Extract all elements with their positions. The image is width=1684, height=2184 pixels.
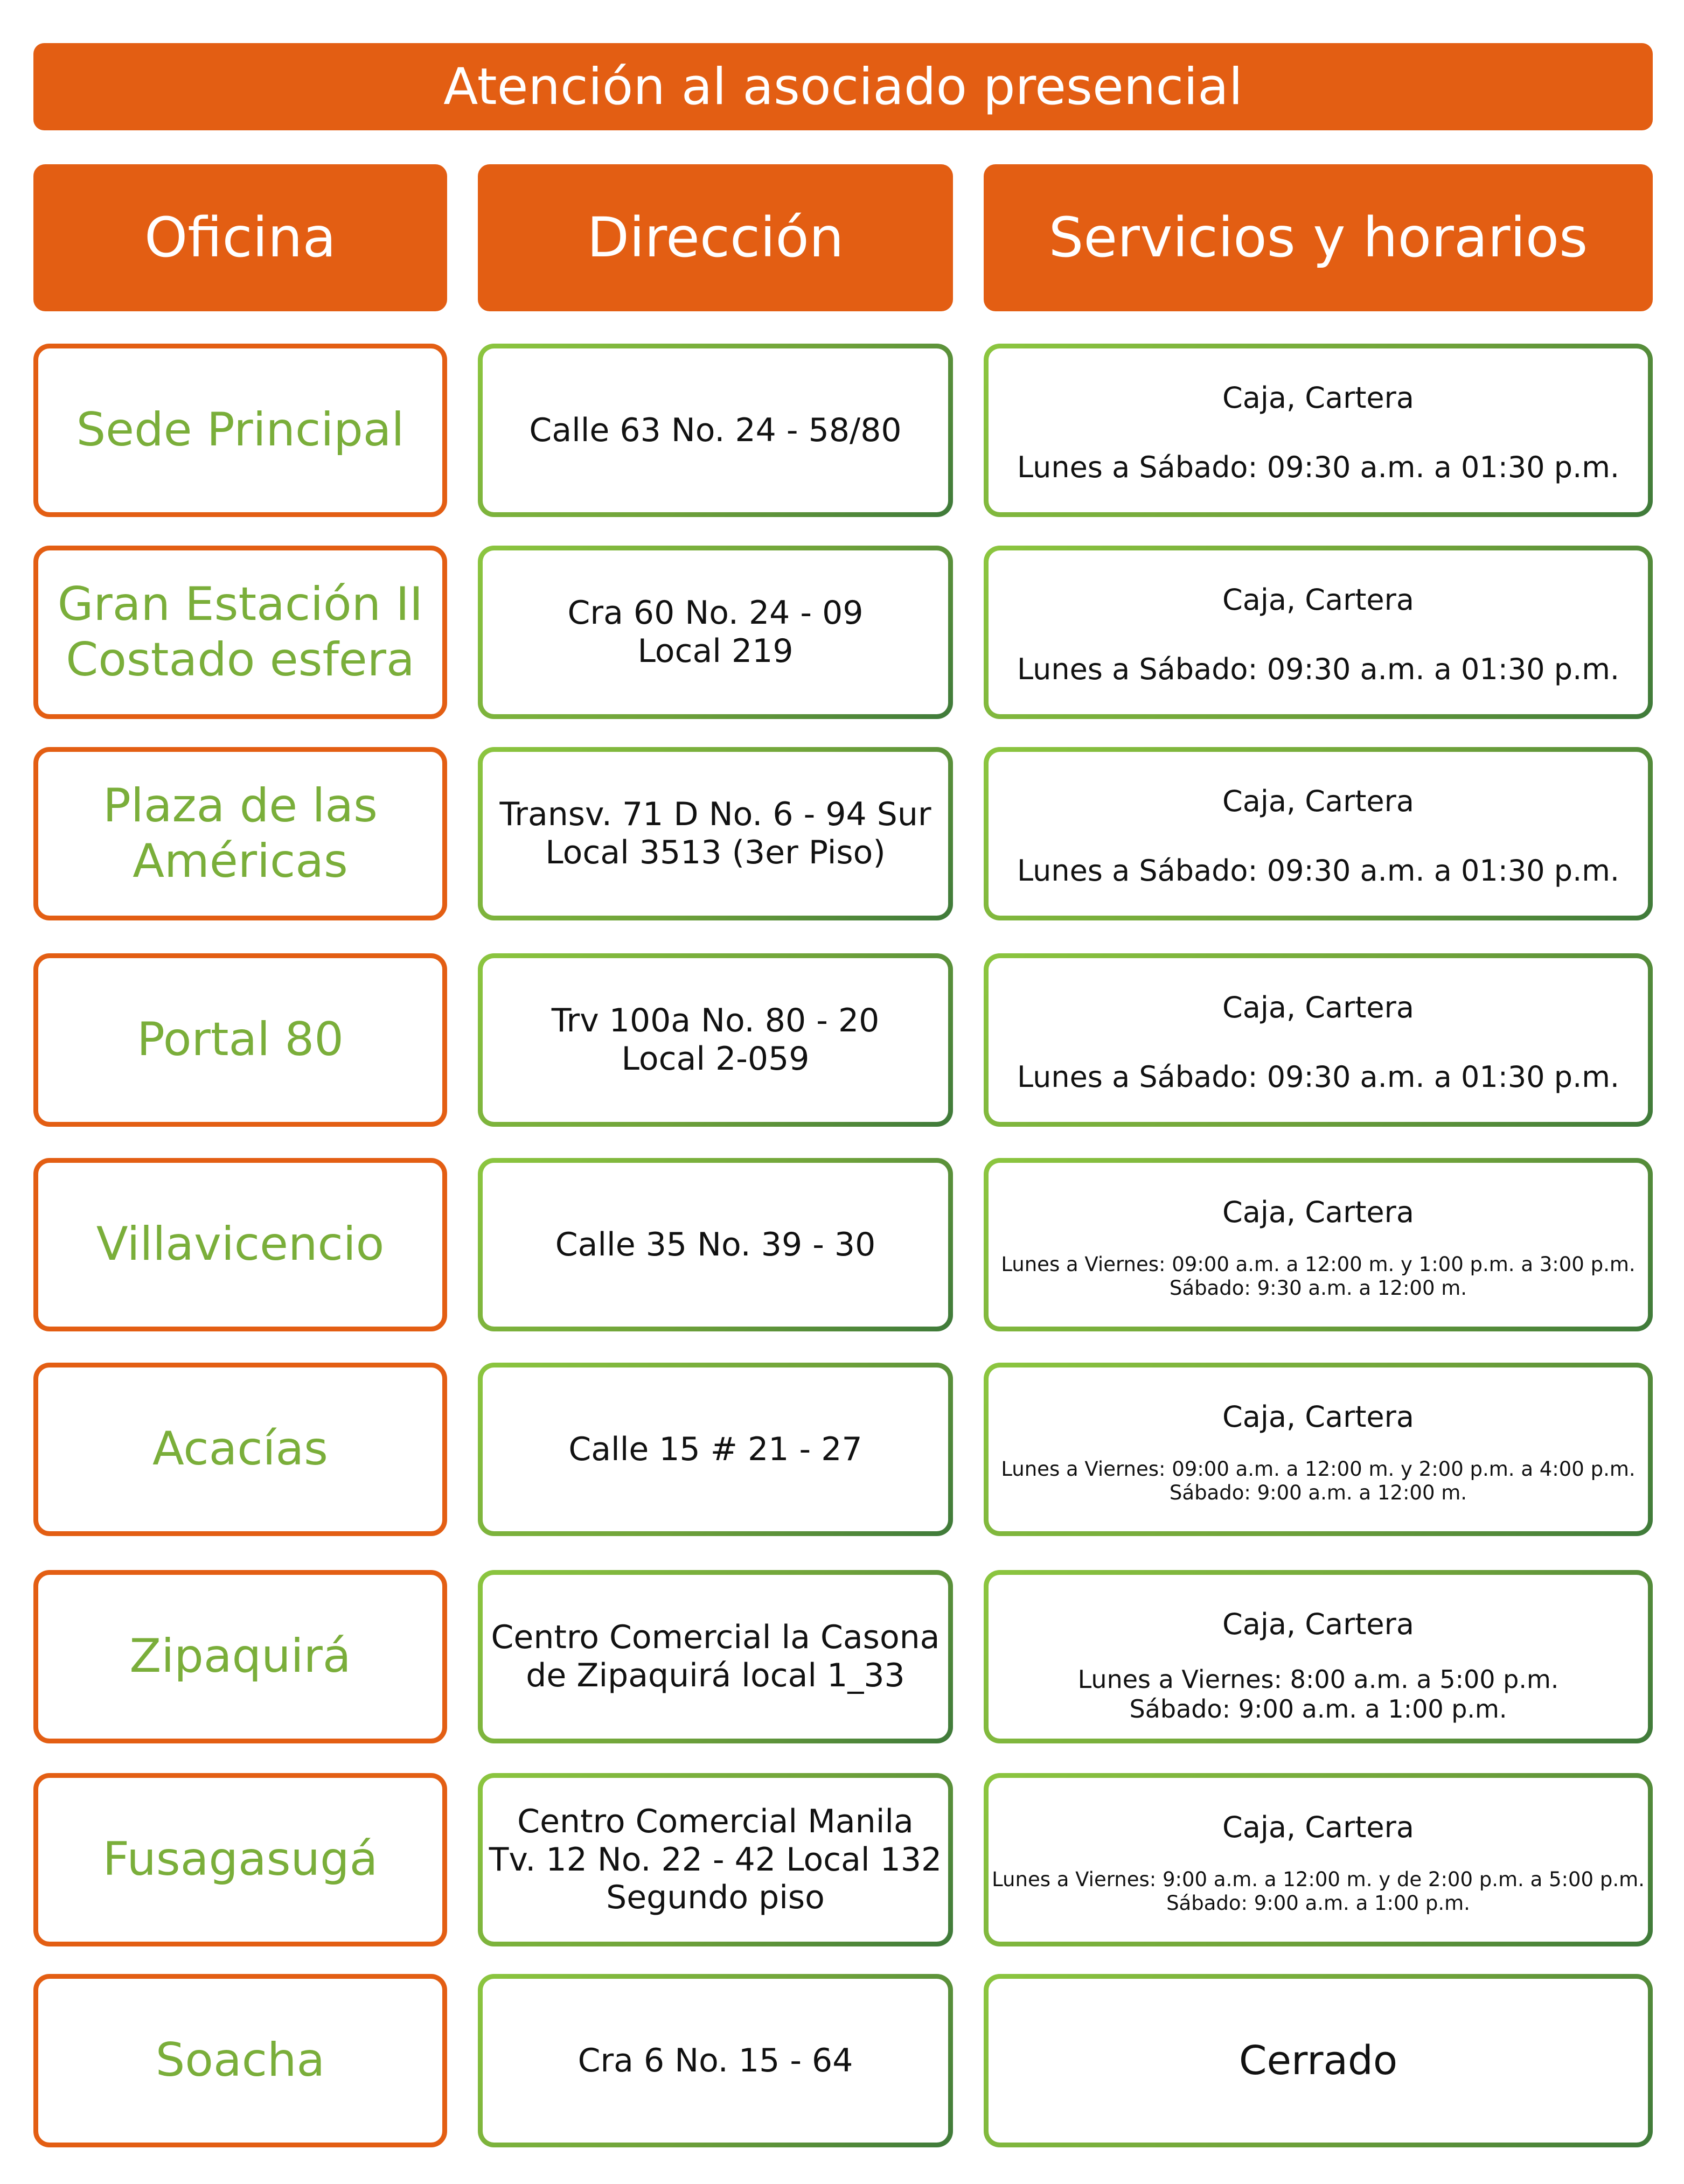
address-line: Centro Comercial la Casona bbox=[491, 1618, 940, 1657]
office-name-line: Gran Estación II bbox=[57, 577, 423, 631]
office-name-cell bbox=[33, 1158, 447, 1331]
office-name-line: Fusagasugá bbox=[102, 1832, 378, 1887]
services-list: Caja, Cartera bbox=[1222, 381, 1414, 415]
office-name-line: Zipaquirá bbox=[129, 1629, 351, 1684]
schedule-line: Lunes a Sábado: 09:30 a.m. a 01:30 p.m. bbox=[1017, 1060, 1619, 1094]
services-cell bbox=[984, 1158, 1653, 1331]
address-cell bbox=[478, 1570, 953, 1743]
header-services-label: Servicios y horarios bbox=[1048, 206, 1588, 270]
address-line: Calle 63 No. 24 - 58/80 bbox=[529, 411, 902, 449]
office-name-line: Soacha bbox=[155, 2033, 325, 2088]
office-name-cell bbox=[33, 747, 447, 920]
services-cell bbox=[984, 1570, 1653, 1743]
services-cell bbox=[984, 1974, 1653, 2147]
office-name-line: Costado esfera bbox=[66, 633, 415, 687]
services-cell bbox=[984, 747, 1653, 920]
address-line: Trv 100a No. 80 - 20 bbox=[551, 1002, 880, 1040]
header-office-label: Oficina bbox=[144, 206, 337, 270]
services-list: Caja, Cartera bbox=[1222, 1607, 1414, 1641]
services-cell bbox=[984, 953, 1653, 1127]
header-address bbox=[478, 164, 953, 311]
services-list: Caja, Cartera bbox=[1222, 1810, 1414, 1844]
address-cell bbox=[478, 1773, 953, 1946]
schedule-line: Sábado: 9:30 a.m. a 12:00 m. bbox=[1169, 1276, 1467, 1300]
address-line: de Zipaquirá local 1_33 bbox=[526, 1657, 905, 1694]
office-name-line: Acacías bbox=[152, 1422, 328, 1476]
address-cell bbox=[478, 1158, 953, 1331]
schedule bbox=[1017, 652, 1619, 686]
services-list: Caja, Cartera bbox=[1222, 784, 1414, 818]
schedule bbox=[1078, 1665, 1559, 1724]
office-name-line: Villavicencio bbox=[96, 1217, 385, 1272]
schedule-line: Sábado: 9:00 a.m. a 12:00 m. bbox=[1169, 1481, 1467, 1505]
services-cell bbox=[984, 546, 1653, 719]
schedule-line: Sábado: 9:00 a.m. a 1:00 p.m. bbox=[1166, 1892, 1470, 1915]
address-line: Tv. 12 No. 22 - 42 Local 132 bbox=[489, 1840, 942, 1879]
address-line: Cra 60 No. 24 - 09 bbox=[567, 594, 864, 632]
schedule bbox=[1001, 1253, 1635, 1301]
office-name-cell bbox=[33, 344, 447, 517]
office-name-line: Plaza de las bbox=[103, 778, 378, 833]
page-title: Atención al asociado presencial bbox=[443, 57, 1243, 116]
services-cell bbox=[984, 344, 1653, 517]
page-title-banner bbox=[33, 43, 1653, 130]
services-list: Caja, Cartera bbox=[1222, 583, 1414, 617]
services-list: Caja, Cartera bbox=[1222, 1195, 1414, 1229]
services-list: Caja, Cartera bbox=[1222, 1400, 1414, 1434]
schedule bbox=[1001, 1457, 1635, 1505]
header-office bbox=[33, 164, 447, 311]
address-cell bbox=[478, 747, 953, 920]
schedule-line: Lunes a Viernes: 09:00 a.m. a 12:00 m. y 1:00 p.m. a 3:00 p.m. bbox=[1001, 1253, 1636, 1276]
closed-status: Cerrado bbox=[1238, 2038, 1398, 2084]
schedule-line: Lunes a Viernes: 9:00 a.m. a 12:00 m. y de 2:00 p.m. a 5:00 p.m. bbox=[992, 1868, 1645, 1891]
schedule-line: Sábado: 9:00 a.m. a 1:00 p.m. bbox=[1129, 1694, 1507, 1724]
office-name-line: Sede Principal bbox=[76, 403, 405, 457]
schedule-line: Lunes a Sábado: 09:30 a.m. a 01:30 p.m. bbox=[1017, 450, 1619, 484]
schedule-line: Lunes a Sábado: 09:30 a.m. a 01:30 p.m. bbox=[1017, 652, 1619, 686]
schedule bbox=[1017, 450, 1619, 484]
office-name-cell bbox=[33, 1570, 447, 1743]
address-line: Calle 35 No. 39 - 30 bbox=[555, 1225, 876, 1264]
services-list: Caja, Cartera bbox=[1222, 990, 1414, 1024]
address-cell bbox=[478, 344, 953, 517]
schedule-line: Lunes a Viernes: 09:00 a.m. a 12:00 m. y 2:00 p.m. a 4:00 p.m. bbox=[1001, 1457, 1636, 1481]
office-name-cell bbox=[33, 1773, 447, 1946]
schedule-line: Lunes a Viernes: 8:00 a.m. a 5:00 p.m. bbox=[1077, 1665, 1559, 1694]
address-cell bbox=[478, 1974, 953, 2147]
address-line: Transv. 71 D No. 6 - 94 Sur bbox=[499, 796, 931, 834]
address-cell bbox=[478, 546, 953, 719]
address-cell bbox=[478, 953, 953, 1127]
schedule-line: Lunes a Sábado: 09:30 a.m. a 01:30 p.m. bbox=[1017, 854, 1619, 888]
office-name-cell bbox=[33, 546, 447, 719]
office-name-cell bbox=[33, 1363, 447, 1536]
schedule bbox=[1017, 854, 1619, 888]
services-cell bbox=[984, 1363, 1653, 1536]
office-name-cell bbox=[33, 953, 447, 1127]
office-name-cell bbox=[33, 1974, 447, 2147]
header-services bbox=[984, 164, 1653, 311]
address-line: Segundo piso bbox=[606, 1879, 825, 1917]
office-name-line: Américas bbox=[133, 834, 348, 888]
header-address-label: Dirección bbox=[587, 206, 844, 270]
services-cell bbox=[984, 1773, 1653, 1946]
address-line: Cra 6 No. 15 - 64 bbox=[577, 2041, 853, 2080]
schedule bbox=[992, 1868, 1645, 1916]
schedule bbox=[1017, 1060, 1619, 1094]
address-cell bbox=[478, 1363, 953, 1536]
address-line: Local 2-059 bbox=[621, 1040, 810, 1078]
address-line: Centro Comercial Manila bbox=[517, 1802, 914, 1840]
office-name-line: Portal 80 bbox=[137, 1013, 344, 1067]
address-line: Local 3513 (3er Piso) bbox=[545, 834, 886, 871]
address-line: Calle 15 # 21 - 27 bbox=[568, 1430, 862, 1468]
address-line: Local 219 bbox=[637, 632, 794, 670]
